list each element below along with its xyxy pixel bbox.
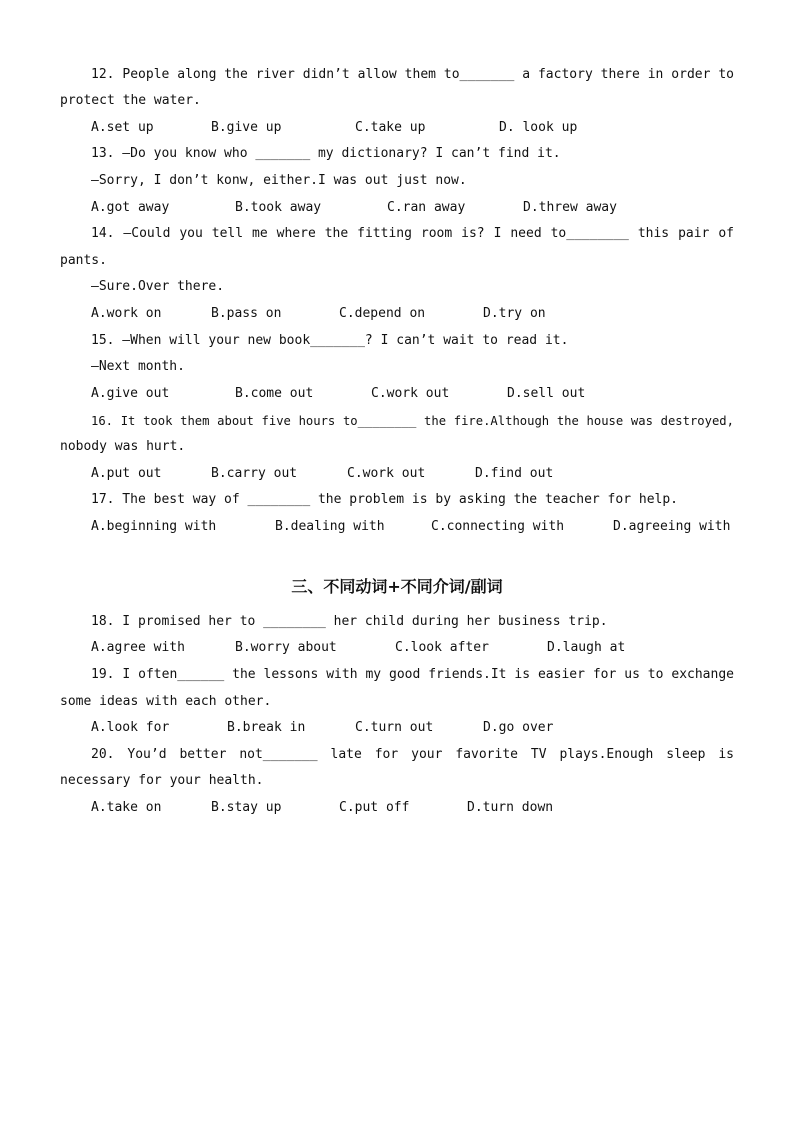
question-16-text: 16. It took them about five hours to________ the fire.Although the house was destroyed, — [91, 414, 734, 428]
question-19-text: 19. I often______ the lessons with my good friends.It is easier for us to exchange — [91, 667, 734, 682]
question-14-text-cont: pants. — [60, 253, 107, 268]
option-d[interactable]: D.turn down — [467, 800, 554, 815]
option-a[interactable]: A.work on — [91, 306, 162, 321]
option-a[interactable]: A.beginning with — [91, 519, 217, 534]
option-a[interactable]: A.set up — [91, 120, 154, 135]
option-a[interactable]: A.look for — [91, 720, 170, 735]
question-14-reply: —Sure.Over there. — [91, 279, 225, 294]
option-b[interactable]: B.carry out — [211, 466, 298, 481]
question-12-text-cont: protect the water. — [60, 93, 201, 108]
question-17-text: 17. The best way of ________ the problem is by asking the teacher for help. — [91, 492, 678, 507]
question-20-text-cont: necessary for your health. — [60, 773, 264, 788]
option-b[interactable]: B.worry about — [235, 640, 337, 655]
question-20-options — [91, 800, 734, 896]
option-a[interactable]: A.agree with — [91, 640, 185, 655]
question-18-text: 18. I promised her to ________ her child during her business trip. — [91, 614, 608, 629]
question-16-text-cont: nobody was hurt. — [60, 439, 186, 454]
option-d[interactable]: D.find out — [475, 466, 554, 481]
question-13-reply: —Sorry, I don’t konw, either.I was out just now. — [91, 173, 467, 188]
question-13-text: 13. —Do you know who _______ my dictionary? I can’t find it. — [91, 146, 561, 161]
question-17-options — [91, 519, 734, 615]
option-a[interactable]: A.take on — [91, 800, 162, 815]
option-b[interactable]: B.give up — [211, 120, 282, 135]
question-15-reply: —Next month. — [91, 359, 185, 374]
option-b[interactable]: B.come out — [235, 386, 314, 401]
option-a[interactable]: A.put out — [91, 466, 162, 481]
option-b[interactable]: B.dealing with — [275, 519, 385, 534]
option-c[interactable]: C.work out — [347, 466, 426, 481]
option-b[interactable]: B.stay up — [211, 800, 282, 815]
option-d[interactable]: D.try on — [483, 306, 546, 321]
option-c[interactable]: C.connecting with — [431, 519, 565, 534]
option-d[interactable]: D.go over — [483, 720, 554, 735]
option-c[interactable]: C.depend on — [339, 306, 426, 321]
option-c[interactable]: C.put off — [339, 800, 410, 815]
option-d[interactable]: D.sell out — [507, 386, 586, 401]
section-heading: 三、不同动词+不同介词/副词 — [291, 577, 503, 596]
option-c[interactable]: C.work out — [371, 386, 450, 401]
question-20-text: 20. You’d better not_______ late for your favorite TV plays.Enough sleep is — [91, 747, 734, 762]
question-14-text: 14. —Could you tell me where the fitting room is? I need to________ this pair of — [91, 226, 734, 241]
option-a[interactable]: A.give out — [91, 386, 170, 401]
option-b[interactable]: B.took away — [235, 200, 322, 215]
question-15-text: 15. —When will your new book_______? I can’t wait to read it. — [91, 333, 569, 348]
option-a[interactable]: A.got away — [91, 200, 170, 215]
option-c[interactable]: C.turn out — [355, 720, 434, 735]
option-d[interactable]: D.threw away — [523, 200, 617, 215]
option-d[interactable]: D.laugh at — [547, 640, 626, 655]
option-c[interactable]: C.look after — [395, 640, 489, 655]
option-b[interactable]: B.break in — [227, 720, 306, 735]
option-d[interactable]: D. look up — [499, 120, 578, 135]
question-19-text-cont: some ideas with each other. — [60, 694, 272, 709]
option-b[interactable]: B.pass on — [211, 306, 282, 321]
question-12-text: 12. People along the river didn’t allow them to_______ a factory there in order to — [91, 67, 734, 82]
option-c[interactable]: C.take up — [355, 120, 426, 135]
option-d[interactable]: D.agreeing with — [613, 519, 731, 534]
option-c[interactable]: C.ran away — [387, 200, 466, 215]
